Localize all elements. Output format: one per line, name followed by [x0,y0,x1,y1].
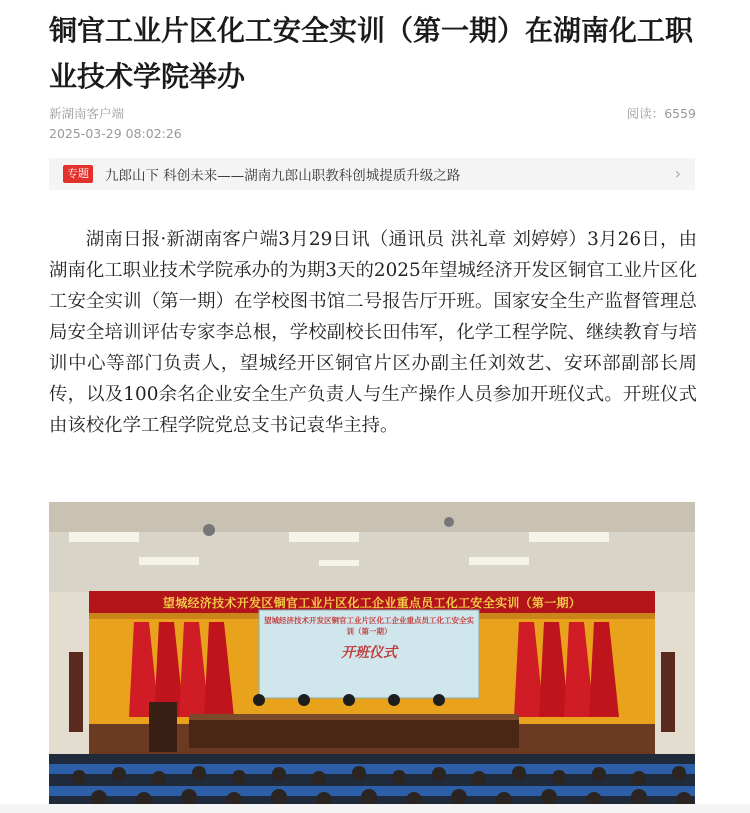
topic-badge: 专题 [63,165,93,183]
article-meta [49,104,182,144]
article-source: 新湖南客户端 [49,106,125,121]
article-photo [49,502,695,804]
topic-link[interactable] [49,158,695,190]
chevron-right-icon: › [674,164,681,183]
article-title: 铜官工业片区化工安全实训（第一期）在湖南化工职业技术学院举办 [49,14,694,93]
photo-banner-text: 望城经济技术开发区铜官工业片区化工企业重点员工化工安全实训（第一期） [162,595,582,610]
read-count [627,104,696,124]
photo-screen-subtitle: 望城经济技术开发区铜官工业片区化工企业重点员工化工安全实训（第一期） [264,616,474,636]
read-count-value: 6559 [664,106,696,121]
topic-title: 九郎山下 科创未来——湖南九郎山职教科创城提质升级之路 [105,168,461,184]
photo-screen-title: 开班仪式 [341,645,397,661]
read-count-label: 阅读： [626,106,665,121]
bottom-divider [0,804,750,813]
article-datetime: 2025-03-29 08:02:26 [49,126,182,141]
article-paragraph: 湖南日报·新湖南客户端3月29日讯（通讯员 洪礼章 刘婷婷）3月26日，由湖南化工职业技术学院承办的为期3天的2025年望城经济开发区铜官工业片区化工安全实训（第一期）在学校图书馆二号报告厅开班。国家安全生产监督管理总局安全培训评估专家李总根，学校副校长田伟军，化学工程学院、继续教育与培训中心等部门负责人，望城经开区铜官片区办副主任刘效艺、安环部副部长周传，以及100余名企业安全生产负责人与生产操作人员参加开班仪式。开班仪式由该校化学工程学院党总支书记袁华主持。 [49,229,697,436]
